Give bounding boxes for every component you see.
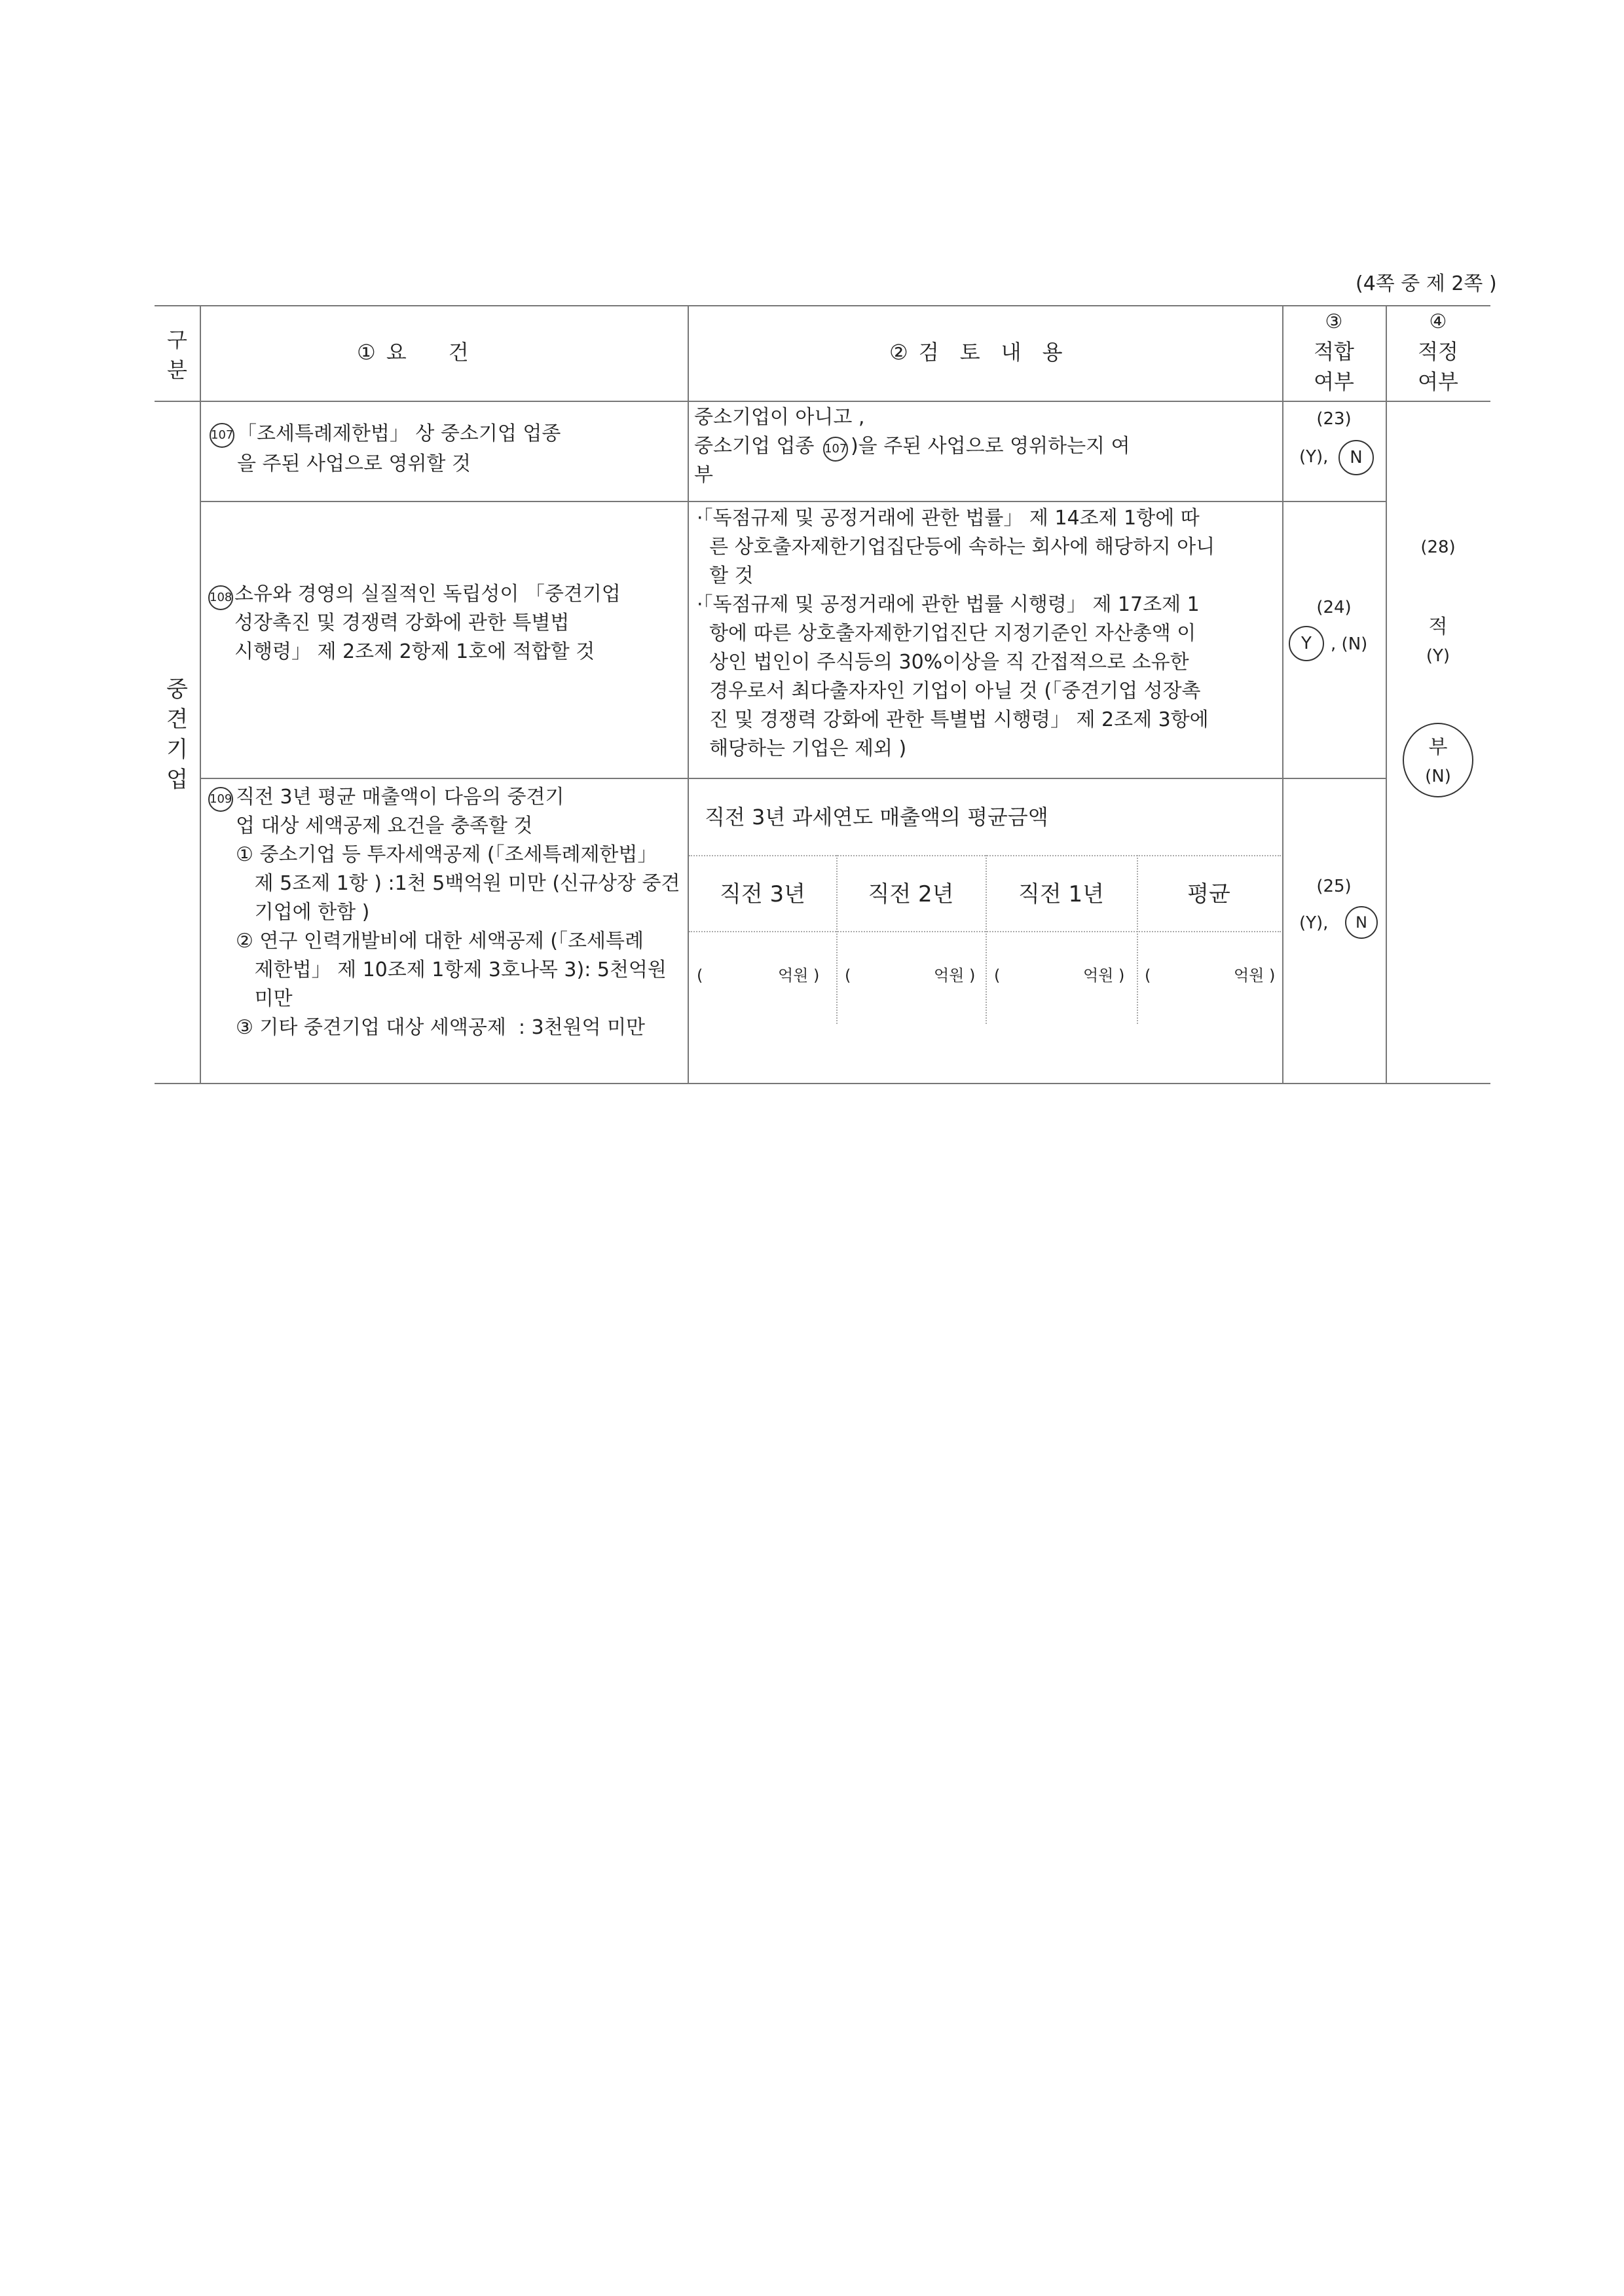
review-107-line2 (694, 432, 1130, 462)
sales-open-3y[interactable]: ( (697, 966, 703, 985)
code-28: (28) (1420, 538, 1456, 557)
appropriate-no-label: 부 (1428, 736, 1448, 759)
sales-header-2y: 직전 2년 (868, 881, 954, 907)
review-108: ·「독점규제 및 공정거래에 관한 법률」 제 14조제 1항에 따 른 상호출자제한기업집단등에 속하는 회사에 해당하지 아니 할 것 ·「독점규제 및 공정거래에 관한 법률 시행령」 제 17조제 1 항에 따른 상호출자제한기업진단 지정기준인 자산총액 이 상인 법인이 주식등의 30%이상을 직 간접적으로 소유한 경우로서 최다출자자인 기업이 아닐 것 (「중견기업 성장촉 진 및 경쟁력 강화에 관한 특별법 시행령」 제 2조제 3항에 해당하는 기업은 제외 ) (697, 507, 1215, 760)
no-option-selected-109[interactable]: N (1345, 906, 1378, 939)
sales-unit-2y: 억원 ) (934, 966, 976, 985)
code-25: (25) (1316, 877, 1352, 896)
sales-unit-average: 억원 ) (1234, 966, 1276, 985)
review-107-text-a: 중소기업 업종 (694, 435, 815, 458)
category-label: 중 견 기 업 (166, 676, 188, 793)
appropriate-no-code: (N) (1425, 767, 1451, 786)
header-suitability-label: 적합 여부 (1314, 339, 1354, 394)
item-number-109: 109 (208, 787, 233, 812)
no-option-108-label: N) (1348, 634, 1368, 654)
requirement-107: 「조세특례제한법」 상 중소기업 업종 을 주된 사업으로 영위할 것 (237, 422, 561, 475)
sales-header-3y: 직전 3년 (720, 881, 805, 907)
item-number-108: 108 (208, 585, 233, 610)
appropriate-yes-code: (Y) (1426, 646, 1450, 666)
sales-header-average: 평균 (1187, 881, 1230, 907)
sales-open-average[interactable]: ( (1145, 966, 1151, 985)
circled-number-1: ① (357, 340, 376, 365)
requirement-109-line1 (236, 783, 680, 1042)
review-107-line3: 부 (694, 464, 713, 486)
no-option-108[interactable]: , (N) (1331, 634, 1368, 654)
sales-unit-3y: 억원 ) (778, 966, 820, 985)
item-number-107: 107 (210, 423, 234, 448)
yes-option-109[interactable]: (Y), (1299, 913, 1329, 933)
header-appropriateness-num: ④ (1429, 310, 1447, 333)
header-requirement (357, 338, 469, 367)
header-gubun: 구 분 (167, 327, 187, 382)
requirement-108: 소유와 경영의 실질적인 독립성이 「중견기업 성장촉진 및 경쟁력 강화에 관한 특별법 시행령」 제 2조제 2항제 1호에 적합할 것 (234, 583, 621, 663)
yes-option-selected-108[interactable]: Y (1289, 626, 1324, 661)
review-109-title: 직전 3년 과세연도 매출액의 평균금액 (705, 805, 1048, 829)
review-107-text-b: )을 주된 사업으로 영위하는지 여 (850, 435, 1130, 458)
sales-open-1y[interactable]: ( (994, 966, 1001, 985)
sales-unit-1y: 억원 ) (1083, 966, 1125, 985)
header-review-label: 검 토 내 용 (918, 340, 1063, 365)
sales-open-2y[interactable]: ( (845, 966, 851, 985)
ref-circle-107: 107 (823, 437, 848, 462)
code-23: (23) (1316, 409, 1352, 429)
appropriate-yes-label[interactable]: 적 (1428, 615, 1448, 638)
sales-header-1y: 직전 1년 (1018, 881, 1104, 907)
review-107-line1: 중소기업이 아니고 , (694, 406, 865, 429)
page-indicator: (4쪽 중 제 2쪽 ) (1356, 272, 1497, 295)
no-option-selected-107[interactable]: N (1338, 440, 1374, 475)
header-review (889, 338, 1063, 367)
header-requirement-label: 요 건 (386, 340, 469, 365)
requirement-109: 직전 3년 평균 매출액이 다음의 중견기 업 대상 세액공제 요건을 충족할 것 ① 중소기업 등 투자세액공제 (「조세특례제한법」 제 5조제 1항 ) :1천 5백억원 미만 (신규상장 중견 기업에 한함 ) ② 연구 인력개발비에 대한 세액공제 (「조세특례 제한법」 제 10조제 1항제 3호나목 3): 5천억원 미만 ③ 기타 중견기업 대상 세액공제 : 3천원억 미만 (236, 786, 680, 1039)
header-appropriateness-label: 적정 여부 (1418, 339, 1458, 394)
yes-option-107[interactable]: (Y), (1299, 447, 1329, 467)
circled-number-2: ② (889, 340, 908, 365)
code-24: (24) (1316, 598, 1352, 617)
header-suitability-num: ③ (1325, 310, 1343, 333)
